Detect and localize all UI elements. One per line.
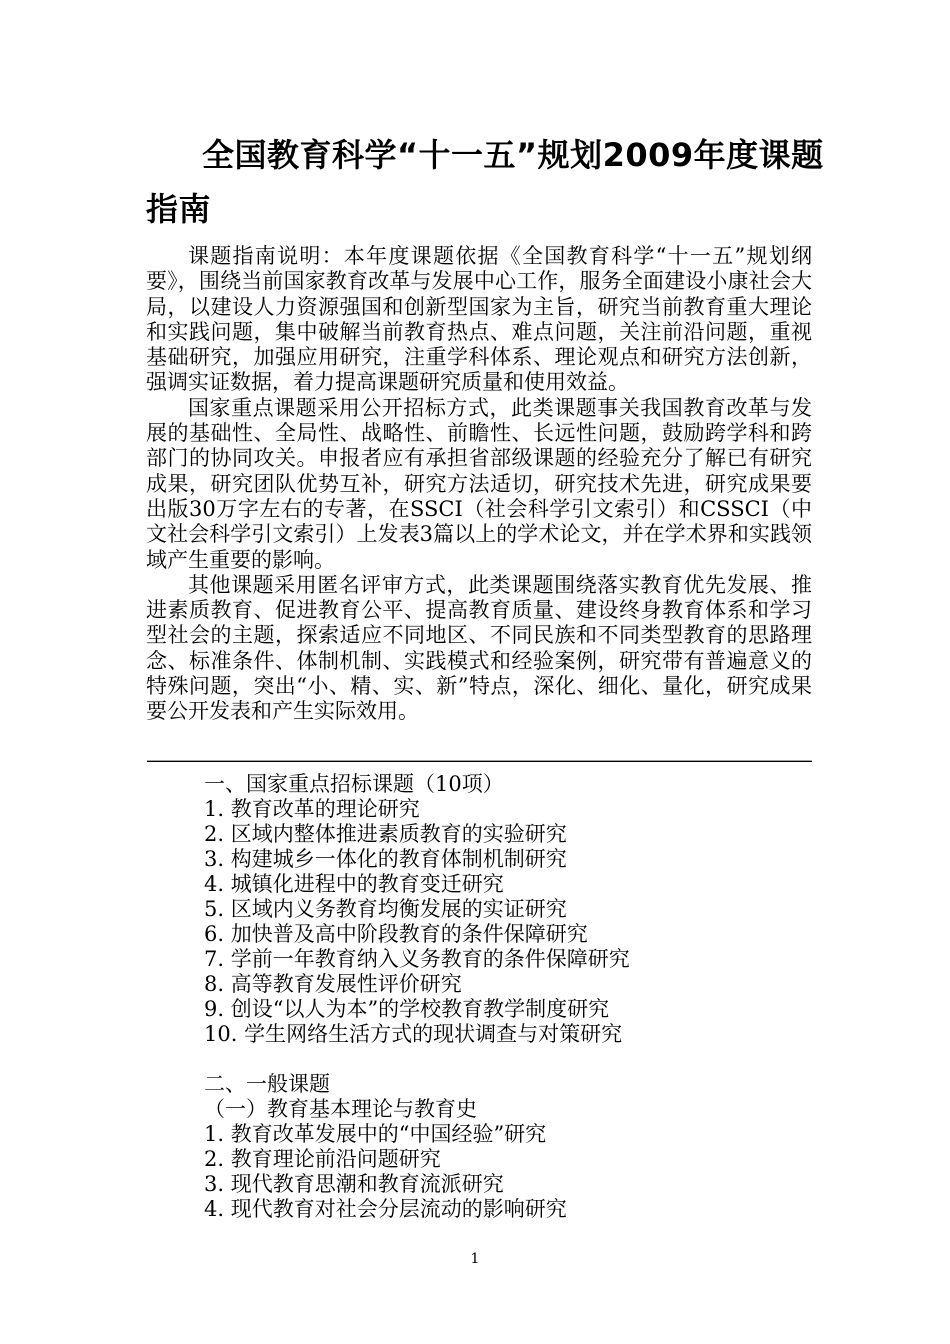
list-item: 4. 城镇化进程中的教育变迁研究 [204,872,504,896]
paragraph-key-projects: 国家重点课题采用公开招标方式，此类课题事关我国教育改革与发展的基础性、全局性、战略性、前瞻性、长远性问题，鼓励跨学科和跨部门的协同攻关。申报者应有承担省部级课题的经验充分了解已有研究成果，研究团队优势互补，研究方法适切，研究技术先进，研究成果要出版30万字左右的专著，在SSCI（社会科学引文索引）和CSSCI（中文社会科学引文索引）上发表3篇以上的学术论文，并在学术界和实践领域产生重要的影响。 [146,395,812,572]
list-item: 2. 区域内整体推进素质教育的实验研究 [204,822,567,846]
list-item: 8. 高等教育发展性评价研究 [204,972,462,996]
list-item: 1. 教育改革发展中的“中国经验”研究 [204,1122,547,1146]
page-title: 全国教育科学“十一五”规划2009年度课题指南 [146,136,824,228]
list-item: 2. 教育理论前沿问题研究 [204,1147,441,1171]
list-item: 3. 构建城乡一体化的教育体制机制研究 [204,847,567,871]
page-number: 1 [470,1251,480,1267]
topic-outline [204,772,630,1222]
list-item: 5. 区域内义务教育均衡发展的实证研究 [204,897,567,921]
section-heading-general-projects: 二、一般课题 [204,1072,330,1096]
intro-paragraphs [146,244,812,725]
list-item: 7. 学前一年教育纳入义务教育的条件保障研究 [204,947,630,971]
section-heading-key-projects: 一、国家重点招标课题（10项） [204,772,504,796]
list-item: 1. 教育改革的理论研究 [204,797,420,821]
section-divider: ——————————————————————————————————— [146,748,811,772]
list-item: 4. 现代教育对社会分层流动的影响研究 [204,1197,567,1221]
spacer [204,1047,630,1072]
subsection-heading: （一）教育基本理论与教育史 [204,1097,477,1121]
paragraph-other-projects: 其他课题采用匿名评审方式，此类课题围绕落实教育优先发展、推进素质教育、促进教育公平、提高教育质量、建设终身教育体系和学习型社会的主题，探索适应不同地区、不同民族和不同类型教育的思路理念、标准条件、体制机制、实践模式和经验案例，研究带有普遍意义的特殊问题，突出“小、精、实、新”特点，深化、细化、量化，研究成果要公开发表和产生实际效用。 [146,572,812,724]
list-item: 10. 学生网络生活方式的现状调查与对策研究 [204,1022,623,1046]
list-item: 9. 创设“以人为本”的学校教育教学制度研究 [204,997,610,1021]
list-item: 6. 加快普及高中阶段教育的条件保障研究 [204,922,588,946]
list-item: 3. 现代教育思潮和教育流派研究 [204,1172,504,1196]
paragraph-guide-description: 课题指南说明：本年度课题依据《全国教育科学“十一五”规划纲要》，围绕当前国家教育改革与发展中心工作，服务全面建设小康社会大局，以建设人力资源强国和创新型国家为主旨，研究当前教育重大理论和实践问题，集中破解当前教育热点、难点问题，关注前沿问题，重视基础研究，加强应用研究，注重学科体系、理论观点和研究方法创新，强调实证数据，着力提高课题研究质量和使用效益。 [146,244,812,395]
